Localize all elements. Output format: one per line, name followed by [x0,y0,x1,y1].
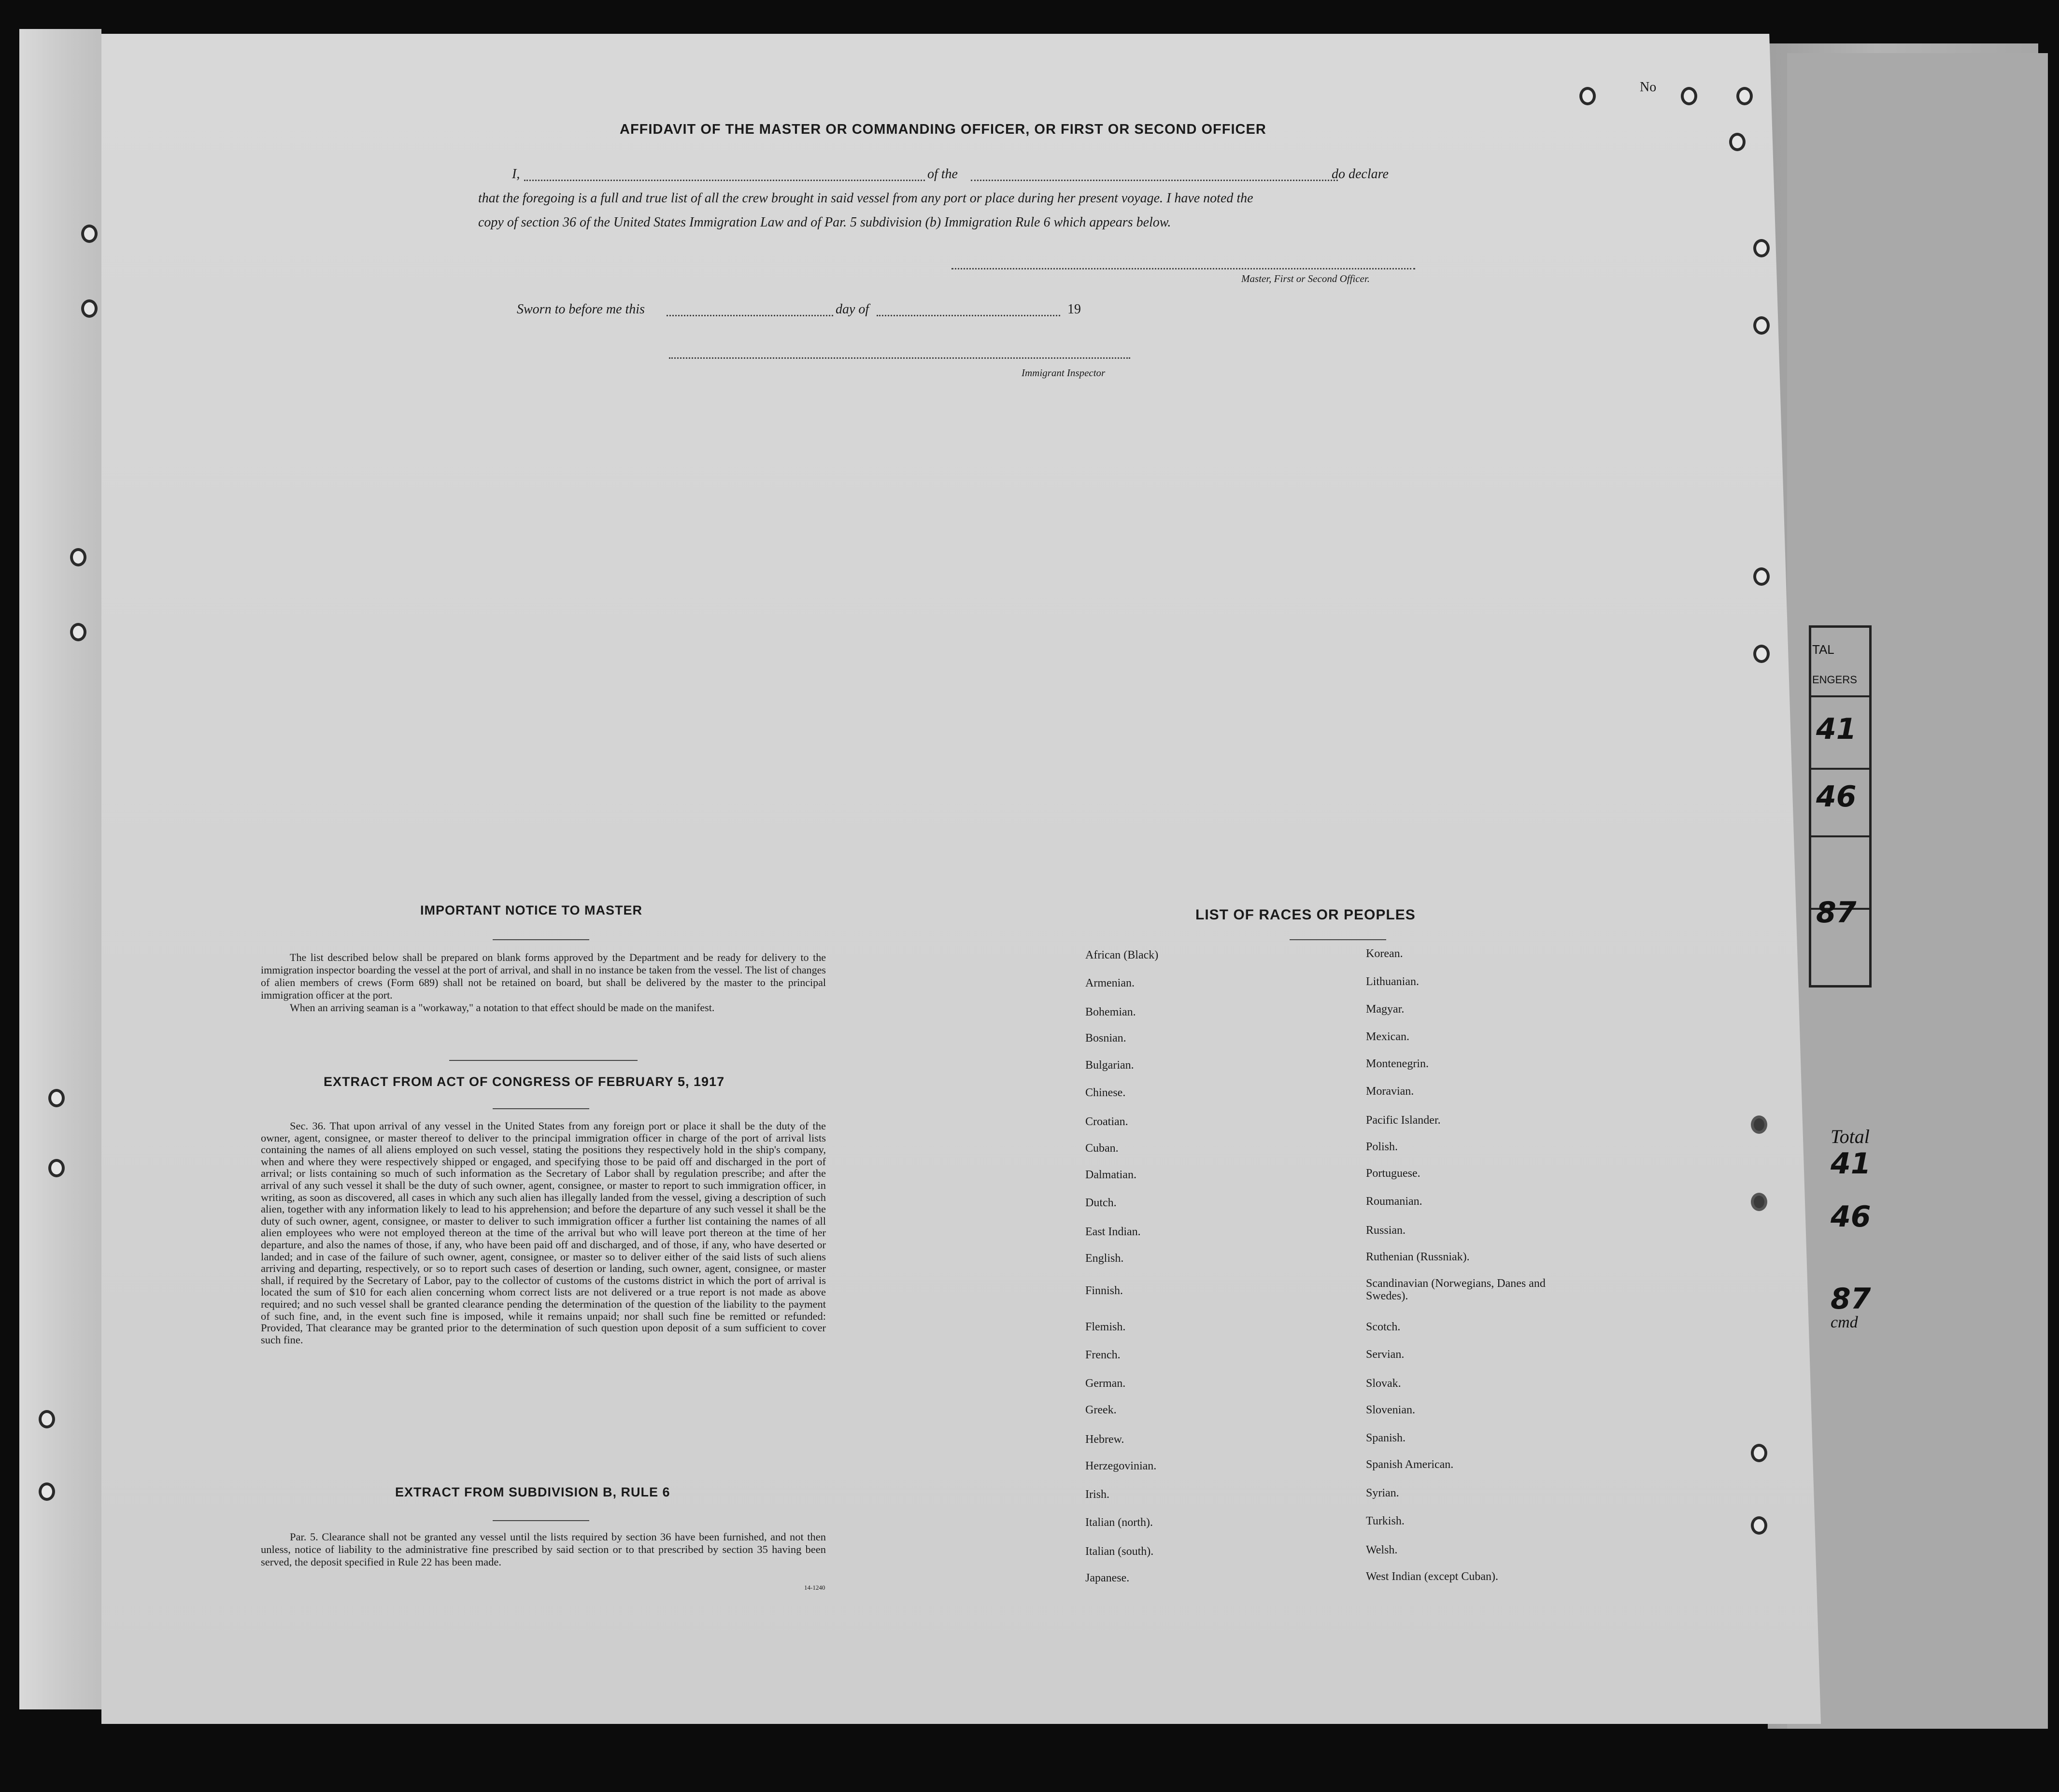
binding-hole [39,1410,55,1428]
divider [1290,939,1386,940]
notice-title: IMPORTANT NOTICE TO MASTER [420,903,642,917]
race-item: Armenian. [1085,977,1135,989]
races-right-column [1366,947,1636,1585]
stub-total-value: 46 [1831,1200,1871,1234]
divider [493,1520,589,1521]
race-item: Spanish American. [1366,1458,1454,1471]
signature-label: Master, First or Second Officer. [1241,273,1370,284]
binding-hole [48,1089,65,1107]
inspector-blank [669,357,1130,359]
notice-body [261,951,826,1014]
affidavit-of-the: of the [927,167,958,182]
race-item: Finnish. [1085,1284,1123,1297]
race-item: Herzegovinian. [1085,1460,1157,1472]
race-item: Welsh. [1366,1544,1398,1556]
binding-hole [1751,1444,1767,1462]
divider [449,1060,638,1061]
race-item: Irish. [1085,1488,1109,1501]
binding-hole [81,299,98,318]
act-extract-title: EXTRACT FROM ACT OF CONGRESS OF FEBRUARY 5, 1917 [324,1074,725,1089]
binding-hole [70,623,86,641]
divider [493,939,589,940]
race-item: Turkish. [1366,1515,1405,1527]
race-item: West Indian (except Cuban). [1366,1570,1498,1583]
affidavit-i: I, [512,167,520,182]
races-title: LIST OF RACES OR PEOPLES [1195,907,1416,923]
binding-hole [1753,645,1770,663]
binding-hole [81,225,98,243]
stub-rule [1809,695,1872,697]
race-item: Portuguese. [1366,1167,1420,1180]
signature-blank [951,268,1415,269]
race-item: Polish. [1366,1141,1398,1153]
stub-note: cmd [1831,1313,1858,1331]
race-item: Roumanian. [1366,1195,1422,1208]
race-item: Italian (south). [1085,1545,1154,1558]
race-item: Korean. [1366,947,1403,960]
race-item: Chinese. [1085,1086,1126,1099]
binding-hole [1579,87,1596,105]
stub-header-1: TAL [1812,642,1834,657]
binding-hole [1751,1115,1767,1134]
race-item: Montenegrin. [1366,1058,1429,1070]
race-item: Lithuanian. [1366,975,1419,988]
left-page-edge [19,29,101,1709]
form-code: 14-1240 [804,1584,825,1591]
stub-value: 87 [1816,896,1857,930]
race-item: Moravian. [1366,1085,1414,1098]
race-item: Scandinavian (Norwegians, Danes and Swedes). [1366,1277,1546,1302]
race-item: East Indian. [1085,1226,1141,1238]
race-item: Flemish. [1085,1321,1126,1333]
race-item: Pacific Islander. [1366,1114,1441,1127]
rule-extract-title: EXTRACT FROM SUBDIVISION B, RULE 6 [395,1485,670,1499]
binding-hole [1753,239,1770,257]
affidavit-title: AFFIDAVIT OF THE MASTER OR COMMANDING OFFICER, OR FIRST OR SECOND OFFICER [620,122,1266,137]
race-item: Slovenian. [1366,1404,1415,1416]
stub-rule [1809,835,1872,837]
vessel-blank [971,180,1338,181]
race-item: German. [1085,1377,1126,1390]
race-item: Slovak. [1366,1377,1401,1390]
affidavit-declare: do declare [1332,167,1389,182]
race-item: Syrian. [1366,1487,1399,1499]
act-extract-body [261,1120,826,1346]
sworn-month-blank [877,315,1060,316]
act-extract-paragraph: Sec. 36. That upon arrival of any vessel in the United States from any foreign port or place it shall be the duty of the owner, agent, consignee, or master thereof to deliver to the principal immigration officer in charge of the port of arrival lists containing the names of all aliens employed on such vessel, stating the positions they respectively hold in the ship's company, when and where they were respectively shipped or engaged, and specifying those to be paid off and discharged in the port of arrival; or lists containing so much of such information as the Secretary of Labor shall by regulation prescribe; and after the arrival of any such vessel it shall be the duty of such owner, agent, consignee, or master to report to such immigration officer, in writing, as soon as discovered, all cases in which any such alien has illegally landed from the vessel, giving a description of such alien, together with any information likely to lead to his apprehension; and before the departure of any such vessel it shall be the duty of such owner, agent, consignee, or master to deliver to such immigration officer a further list containing the names of all alien employees who were not employed thereon at the time of the arrival but who will leave port thereon at the time of her departure, and also the names of those, if any, who have been paid off and discharged, and of those, if any, who have deserted or landed; and in case of the failure of such owner, agent, consignee, or master so to deliver either of the said lists of such aliens arriving and departing, respectively, or so to report such cases of desertion or landing, such owner, agent, consignee, or master shall, if required by the Secretary of Labor, pay to the collector of customs of the customs district in which the port of arrival is located the sum of $10 for each alien concerning whom correct lists are not delivered or a true report is not made as above required; and no such vessel shall be granted clearance pending the determination of the question of the liability to the payment of such fine, and, in the event such fine is imposed, while it remains unpaid; nor shall such fine be remitted or refunded: Provided, That clearance may be granted prior to the determination of such question upon deposit of a sum sufficient to cover such fine. [261,1120,826,1346]
race-item: Bulgarian. [1085,1059,1134,1072]
stub-total-value: 41 [1831,1147,1871,1181]
form-number-label: No [1640,80,1657,95]
stub-rule [1809,768,1872,770]
binding-hole [1753,567,1770,586]
race-item: Hebrew. [1085,1433,1124,1446]
binding-hole [48,1159,65,1177]
race-item: Ruthenian (Russniak). [1366,1251,1470,1263]
race-item: Croatian. [1085,1115,1128,1128]
race-item: Bosnian. [1085,1032,1126,1044]
sworn-year: 19 [1067,302,1081,317]
stub-total-label: Total [1831,1126,1870,1147]
binding-hole [1729,133,1746,151]
stub-value: 41 [1816,712,1857,746]
race-item: Italian (north). [1085,1516,1153,1529]
race-item: Japanese. [1085,1572,1130,1584]
race-item: Greek. [1085,1404,1117,1416]
sworn-day-of: day of [836,302,869,317]
divider [493,1108,589,1109]
affidavit-line-3: copy of section 36 of the United States Immigration Law and of Par. 5 subdivision (b) Immigration Rule 6 which appears below. [478,215,1171,230]
affidavit-line-2: that the foregoing is a full and true list of all the crew brought in said vessel from any port or place during her present voyage. I have noted the [478,191,1253,206]
race-item: African (Black) [1085,949,1159,961]
race-item: Spanish. [1366,1432,1406,1444]
inspector-label: Immigrant Inspector [1022,367,1106,379]
notice-paragraph: The list described below shall be prepared on blank forms approved by the Department and be ready for delivery to the immigration inspector boarding the vessel at the port of arrival, and shall in no instance be taken from the vessel. The list of changes of alien members of crews (Form 689) shall not be retained on board, but shall be delivered by the master to the principal immigration officer at the port. [261,951,826,1001]
races-left-column [1085,949,1356,1586]
binding-hole [1753,316,1770,335]
binding-hole [1751,1193,1767,1211]
stub-header-2: ENGERS [1812,674,1857,686]
race-item: Mexican. [1366,1030,1409,1043]
race-item: Dalmatian. [1085,1169,1136,1181]
race-item: Russian. [1366,1224,1406,1237]
binding-hole [70,548,86,566]
race-item: Bohemian. [1085,1006,1136,1018]
race-item: Cuban. [1085,1142,1119,1155]
notice-paragraph: When an arriving seaman is a "workaway," a notation to that effect should be made on the manifest. [290,1002,715,1014]
sworn-day-blank [667,315,833,316]
binding-hole [39,1482,55,1501]
binding-hole [1751,1516,1767,1535]
race-item: English. [1085,1252,1124,1265]
race-item: Scotch. [1366,1321,1401,1333]
name-blank [524,180,925,181]
race-item: Servian. [1366,1348,1405,1361]
sworn-prefix: Sworn to before me this [517,302,645,317]
race-item: Dutch. [1085,1197,1117,1209]
binding-hole [1736,87,1753,105]
stub-total-value: 87 [1831,1282,1871,1316]
rule-extract-paragraph: Par. 5. Clearance shall not be granted any vessel until the lists required by section 36 have been furnished, and not then unless, notice of liability to the administrative fine prescribed by said section or to that prescribed by section 35 having been served, the deposit specified in Rule 22 has been made. [261,1531,826,1568]
binding-hole [1681,87,1697,105]
race-item: Magyar. [1366,1003,1405,1016]
race-item: French. [1085,1349,1121,1361]
stub-value: 46 [1816,780,1857,814]
rule-extract-body [261,1531,826,1568]
